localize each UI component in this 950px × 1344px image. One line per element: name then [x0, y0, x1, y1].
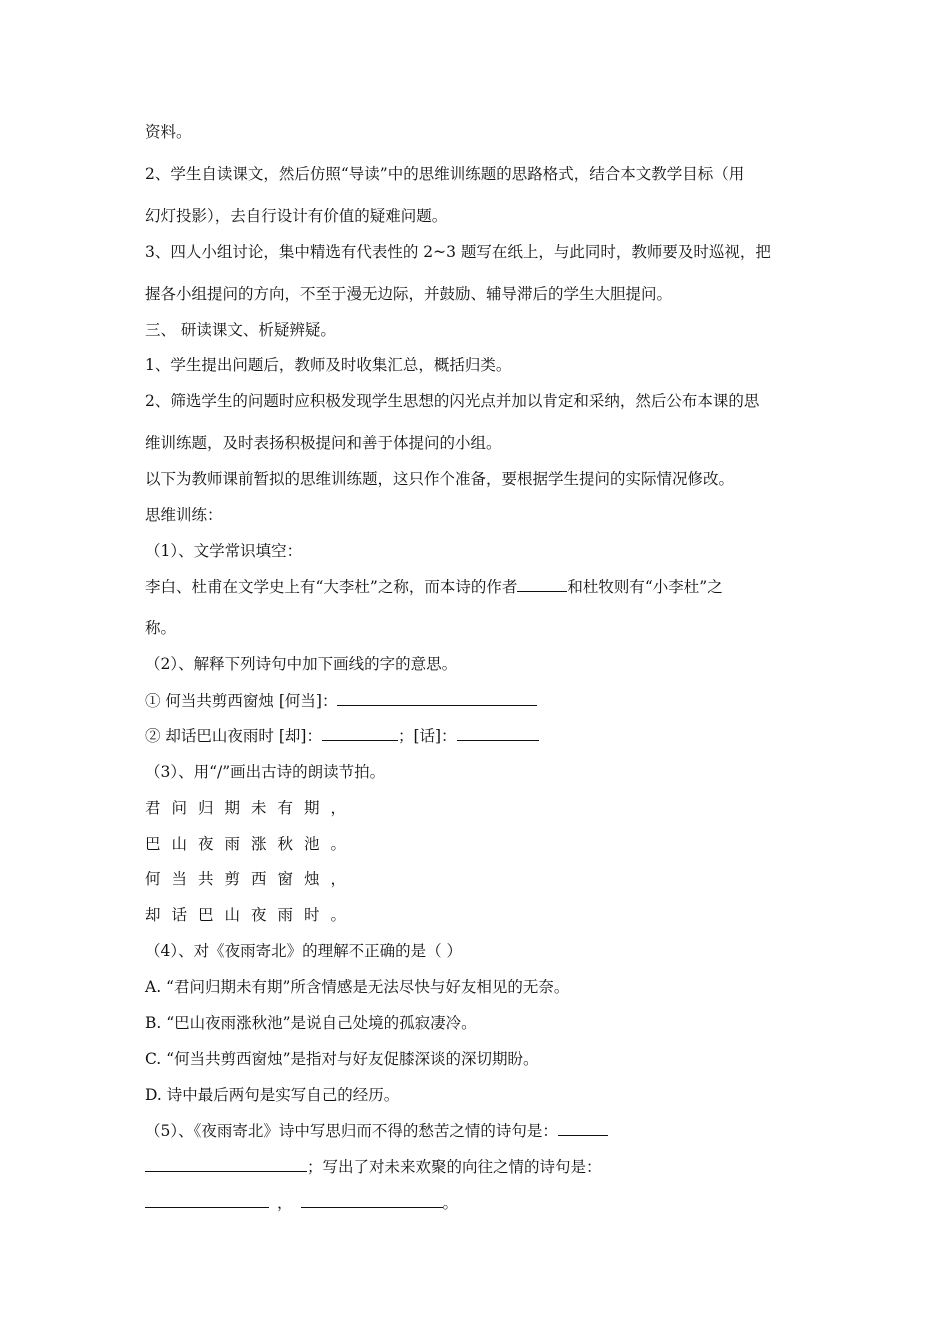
text-line: 资料。 — [145, 123, 192, 141]
answer-blank[interactable] — [457, 726, 539, 741]
fill-blank-line — [145, 724, 539, 746]
fill-blank-line — [145, 689, 537, 711]
question-heading: （3）、用“/”画出古诗的朗读节拍。 — [145, 763, 386, 781]
option-b: B. “巴山夜雨涨秋池”是说自己处境的孤寂凄冷。 — [145, 1014, 477, 1032]
fill-blank-line — [145, 575, 723, 597]
question-heading: （1）、文学常识填空： — [145, 542, 303, 560]
option-c: C. “何当共剪西窗烛”是指对与好友促膝深谈的深切期盼。 — [145, 1050, 539, 1068]
answer-blank[interactable] — [145, 1157, 307, 1172]
text-line: 思维训练： — [145, 506, 223, 524]
text-segment: （5）、《夜雨寄北》诗中写思归而不得的愁苦之情的诗句是： — [145, 1122, 558, 1140]
text-line: 握各小组提问的方向，不至于漫无边际，并鼓励、辅导滞后的学生大胆提问。 — [145, 285, 673, 303]
text-segment: 和杜牧则有“小李杜”之 — [567, 578, 723, 596]
text-segment: ， — [277, 1194, 293, 1212]
text-line: 称。 — [145, 619, 177, 637]
text-line: 以下为教师课前暂拟的思维训练题，这只作个准备，要根据学生提问的实际情况修改。 — [145, 470, 735, 488]
fill-blank-line — [145, 1119, 608, 1141]
text-line: 3、四人小组讨论，集中精选有代表性的 2~3 题写在纸上，与此同时，教师要及时巡视，把 — [145, 243, 771, 261]
text-segment: 李白、杜甫在文学史上有“大李杜”之称，而本诗的作者 — [145, 578, 518, 596]
poem-line: 何当共剪西窗烛， — [145, 870, 358, 888]
text-segment: 。 — [442, 1194, 459, 1212]
fill-blank-line — [145, 1191, 458, 1213]
text-line: 2、学生自读课文，然后仿照“导读”中的思维训练题的思路格式，结合本文教学目标（用 — [145, 165, 745, 183]
answer-blank[interactable] — [558, 1121, 608, 1136]
question-heading: （2）、解释下列诗句中加下画线的字的意思。 — [145, 655, 458, 673]
option-a: A. “君问归期未有期”所含情感是无法尽快与好友相见的无奈。 — [145, 978, 570, 996]
text-segment: ② 却话巴山夜雨时 [却]： — [145, 727, 322, 745]
text-line: 2、筛选学生的问题时应积极发现学生思想的闪光点并加以肯定和采纳，然后公布本课的思 — [145, 392, 760, 410]
answer-blank[interactable] — [145, 1193, 269, 1208]
section-heading: 三、 研读课文、析疑辨疑。 — [145, 321, 336, 339]
text-line: 维训练题，及时表扬积极提问和善于体提问的小组。 — [145, 434, 502, 452]
answer-blank[interactable] — [337, 691, 537, 706]
text-segment: ；[话]： — [397, 727, 457, 745]
text-line: 1、学生提出问题后，教师及时收集汇总，概括归类。 — [145, 356, 512, 374]
answer-blank[interactable] — [301, 1193, 443, 1208]
question-heading: （4）、对《夜雨寄北》的理解不正确的是（ ） — [145, 942, 463, 960]
poem-line: 巴山夜雨涨秋池。 — [145, 835, 358, 853]
poem-line: 君问归期未有期， — [145, 799, 358, 817]
answer-blank[interactable] — [517, 577, 567, 592]
fill-blank-line — [145, 1155, 602, 1177]
text-segment: ；写出了对未来欢聚的向往之情的诗句是： — [307, 1158, 602, 1176]
text-segment: ① 何当共剪西窗烛 [何当]： — [145, 692, 338, 710]
poem-line: 却话巴山夜雨时。 — [145, 906, 358, 924]
text-line: 幻灯投影），去自行设计有价值的疑难问题。 — [145, 207, 448, 225]
option-d: D. 诗中最后两句是实写自己的经历。 — [145, 1086, 400, 1104]
answer-blank[interactable] — [322, 726, 398, 741]
